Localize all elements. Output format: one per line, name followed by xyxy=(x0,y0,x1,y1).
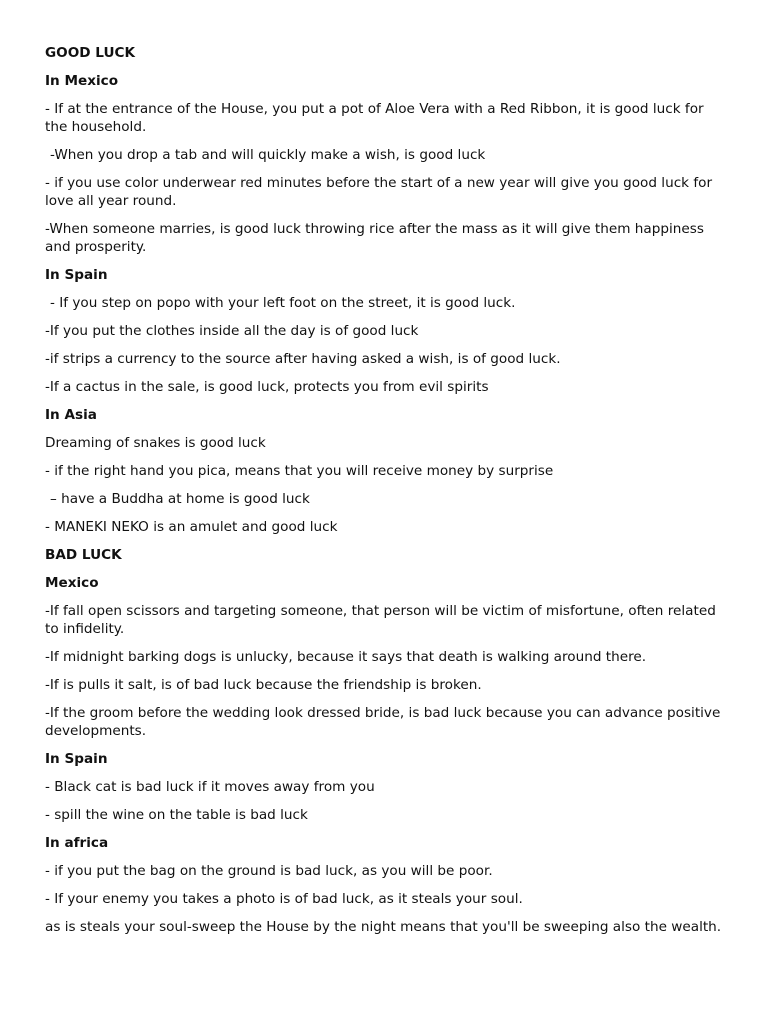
paragraph: - MANEKI NEKO is an amulet and good luck xyxy=(45,519,338,535)
paragraph: - if the right hand you pica, means that you will receive money by surprise xyxy=(45,463,554,479)
good-luck-asia-heading: In Asia xyxy=(45,407,97,423)
paragraph: - If at the entrance of the House, you put a pot of Aloe Vera with a Red Ribbon, it is good luck for the household. xyxy=(45,101,704,135)
paragraph: - Black cat is bad luck if it moves away from you xyxy=(45,779,375,795)
good-luck-spain-heading: In Spain xyxy=(45,267,108,283)
bad-luck-mexico-heading: Mexico xyxy=(45,575,99,591)
paragraph: -If the groom before the wedding look dressed bride, is bad luck because you can advance positive developments. xyxy=(45,705,721,739)
paragraph: - If you step on popo with your left foot on the street, it is good luck. xyxy=(50,295,516,311)
good-luck-title: GOOD LUCK xyxy=(45,45,136,61)
bad-luck-spain-heading: In Spain xyxy=(45,751,108,767)
paragraph: -When you drop a tab and will quickly make a wish, is good luck xyxy=(50,147,486,163)
bad-luck-title: BAD LUCK xyxy=(45,547,122,563)
paragraph: - if you use color underwear red minutes before the start of a new year will give you good luck for love all year round. xyxy=(45,175,713,209)
paragraph: -When someone marries, is good luck throwing rice after the mass as it will give them happiness and prosperity. xyxy=(45,221,704,255)
paragraph: -If is pulls it salt, is of bad luck because the friendship is broken. xyxy=(45,677,482,693)
paragraph: -if strips a currency to the source after having asked a wish, is of good luck. xyxy=(45,351,561,367)
paragraph: – have a Buddha at home is good luck xyxy=(50,491,310,507)
paragraph: -If you put the clothes inside all the day is of good luck xyxy=(45,323,419,339)
paragraph: as is steals your soul-sweep the House by the night means that you'll be sweeping also the wealth. xyxy=(45,919,722,935)
paragraph: -If midnight barking dogs is unlucky, because it says that death is walking around there. xyxy=(45,649,647,665)
paragraph: - spill the wine on the table is bad luck xyxy=(45,807,308,823)
paragraph: -If a cactus in the sale, is good luck, protects you from evil spirits xyxy=(45,379,489,395)
paragraph: -If fall open scissors and targeting someone, that person will be victim of misfortune, often related to infidelity. xyxy=(45,603,716,637)
paragraph: Dreaming of snakes is good luck xyxy=(45,435,266,451)
good-luck-mexico-heading: In Mexico xyxy=(45,73,119,89)
bad-luck-africa-heading: In africa xyxy=(45,835,109,851)
paragraph: - If your enemy you takes a photo is of bad luck, as it steals your soul. xyxy=(45,891,523,907)
paragraph: - if you put the bag on the ground is bad luck, as you will be poor. xyxy=(45,863,493,879)
